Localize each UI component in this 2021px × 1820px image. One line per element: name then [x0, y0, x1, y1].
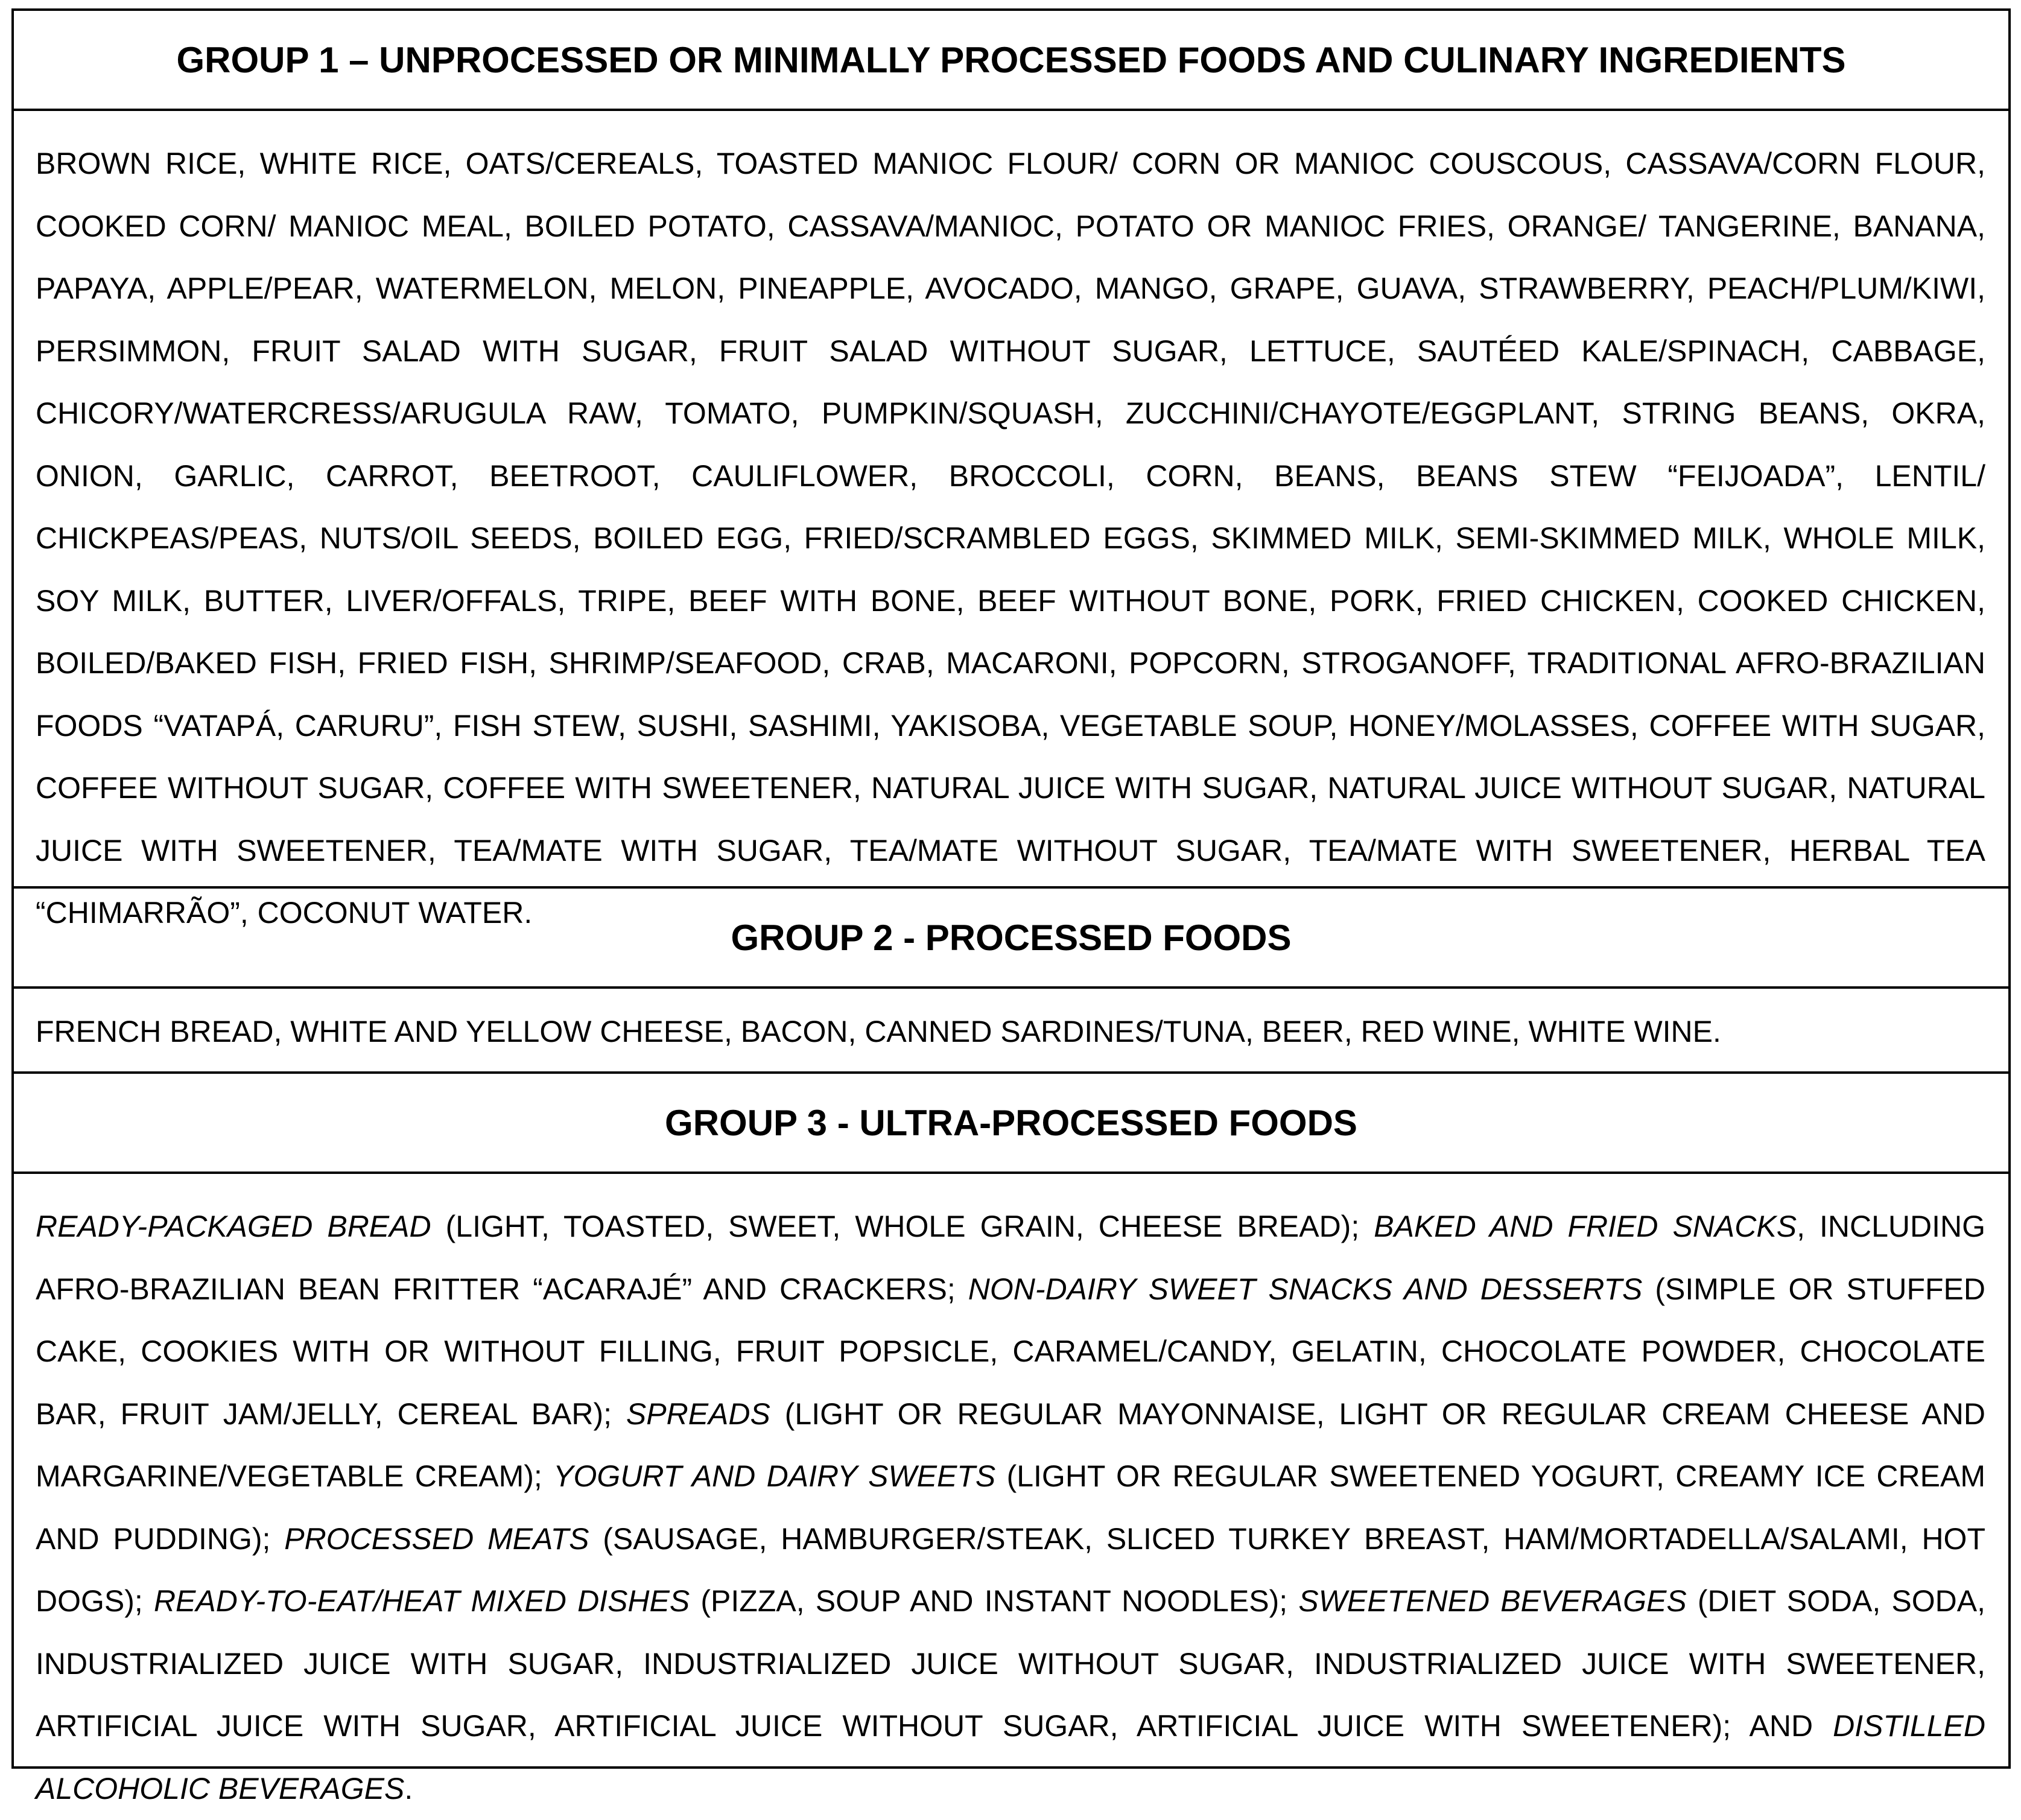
group-3-category-name: SPREADS [626, 1397, 770, 1431]
group-3-category-items: (PIZZA, SOUP AND INSTANT NOODLES); [690, 1584, 1299, 1618]
group-3-category-items: , INCLUDING AFRO-BRAZILIAN BEAN FRITTER “ACARAJÉ” AND CRACKERS; [36, 1210, 1985, 1306]
group-3-category-name: READY-PACKAGED BREAD [36, 1210, 431, 1243]
group-3-category-name: YOGURT AND DAIRY SWEETS [553, 1459, 996, 1493]
group-1-items [14, 111, 2008, 930]
group-3-category-name: READY-TO-EAT/HEAT MIXED DISHES [153, 1584, 690, 1618]
group-2-items [14, 989, 2008, 1074]
group-1-items-text: BROWN RICE, WHITE RICE, OATS/CEREALS, TOASTED MANIOC FLOUR/ CORN OR MANIOC COUSCOUS, CASSAVA/CORN FLOUR, COOKED CORN/ MANIOC MEAL, BOILED POTATO, CASSAVA/MANIOC, POTATO OR MANIOC FRIES, ORANGE/ TANGERINE, BANANA, PAPAYA, APPLE/PEAR, WATERMELON, MELON, PINEAPPLE, AVOCADO, MANGO, GRAPE, GUAVA, STRAWBERRY, PEACH/PLUM/KIWI, PERSIMMON, FRUIT SALAD WITH SUGAR, FRUIT SALAD WITHOUT SUGAR, LETTUCE, SAUTÉED KALE/SPINACH, CABBAGE, CHICORY/WATERCRESS/ARUGULA RAW, TOMATO, PUMPKIN/SQUASH, ZUCCHINI/CHAYOTE/EGGPLANT, STRING BEANS, OKRA, ONION, GARLIC, CARROT, BEETROOT, CAULIFLOWER, BROCCOLI, CORN, BEANS, BEANS STEW “FEIJOADA”, LENTIL/ CHICKPEAS/PEAS, NUTS/OIL SEEDS, BOILED EGG, FRIED/SCRAMBLED EGGS, SKIMMED MILK, SEMI-SKIMMED MILK, WHOLE MILK, SOY MILK, BUTTER, LIVER/OFFALS, TRIPE, BEEF WITH BONE, BEEF WITHOUT BONE, PORK, FRIED CHICKEN, COOKED CHICKEN, BOILED/BAKED FISH, FRIED FISH, SHRIMP/SEAFOOD, CRAB, MACARONI, POPCORN, STROGANOFF, TRADITIONAL AFRO-BRAZILIAN FOODS “VATAPÁ, CARURU”, FISH STEW, SUSHI, SASHIMI, YAKISOBA, VEGETABLE SOUP, HONEY/MOLASSES, COFFEE WITH SUGAR, COFFEE WITHOUT SUGAR, COFFEE WITH SWEETENER, NATURAL JUICE WITH SUGAR, NATURAL JUICE WITHOUT SUGAR, NATURAL JUICE WITH SWEETENER, TEA/MATE WITH SUGAR, TEA/MATE WITHOUT SUGAR, TEA/MATE WITH SWEETENER, HERBAL TEA “CHIMARRÃO”, COCONUT WATER. [36, 147, 1985, 930]
group-3-category-name: DISTILLED ALCOHOLIC BEVERAGES [36, 1709, 1985, 1806]
group-3-category-name: SWEETENED BEVERAGES [1298, 1584, 1687, 1618]
group-3-category-name: BAKED AND FRIED SNACKS [1374, 1210, 1797, 1243]
group-3-header [14, 1074, 2008, 1174]
group-3-title: GROUP 3 - ULTRA-PROCESSED FOODS [665, 1102, 1357, 1143]
group-2-title: GROUP 2 - PROCESSED FOODS [731, 917, 1292, 958]
group-1-title: GROUP 1 – UNPROCESSED OR MINIMALLY PROCESSED FOODS AND CULINARY INGREDIENTS [176, 39, 1846, 80]
food-classification-table [11, 8, 2011, 1806]
group-3-items-text [36, 1210, 1985, 1806]
group-3-category-name: NON-DAIRY SWEET SNACKS AND DESSERTS [968, 1272, 1643, 1306]
group-3-category-items: (DIET SODA, SODA, INDUSTRIALIZED JUICE WITH SUGAR, INDUSTRIALIZED JUICE WITHOUT SUGAR, INDUSTRIALIZED JUICE WITH SWEETENER, ARTIFICIAL JUICE WITH SUGAR, ARTIFICIAL JUICE WITHOUT SUGAR, ARTIFICIAL JUICE WITH SWEETENER); AND [36, 1584, 1985, 1743]
group-3-category-name: PROCESSED MEATS [284, 1521, 589, 1556]
group-3-items [14, 1174, 2008, 1806]
group-3-category-items: (LIGHT, TOASTED, SWEET, WHOLE GRAIN, CHEESE BREAD); [431, 1210, 1374, 1243]
group-3-category-items: (LIGHT OR REGULAR MAYONNAISE, LIGHT OR REGULAR CREAM CHEESE AND MARGARINE/VEGETABLE CREAM); [36, 1397, 1985, 1493]
group-3-category-items: (SIMPLE OR STUFFED CAKE, COOKIES WITH OR WITHOUT FILLING, FRUIT POPSICLE, CARAMEL/CANDY, GELATIN, CHOCOLATE POWDER, CHOCOLATE BAR, FRUIT JAM/JELLY, CEREAL BAR); [36, 1272, 1986, 1431]
group-3-category-items: (LIGHT OR REGULAR SWEETENED YOGURT, CREAMY ICE CREAM AND PUDDING); [36, 1459, 1985, 1556]
group-2-items-text: FRENCH BREAD, WHITE AND YELLOW CHEESE, BACON, CANNED SARDINES/TUNA, BEER, RED WINE, WHITE WINE. [36, 1015, 1721, 1048]
group-1-header [14, 11, 2008, 111]
group-3-category-items: . [404, 1771, 413, 1806]
group-3-category-items: (SAUSAGE, HAMBURGER/STEAK, SLICED TURKEY BREAST, HAM/MORTADELLA/SALAMI, HOT DOGS); [36, 1521, 1985, 1618]
